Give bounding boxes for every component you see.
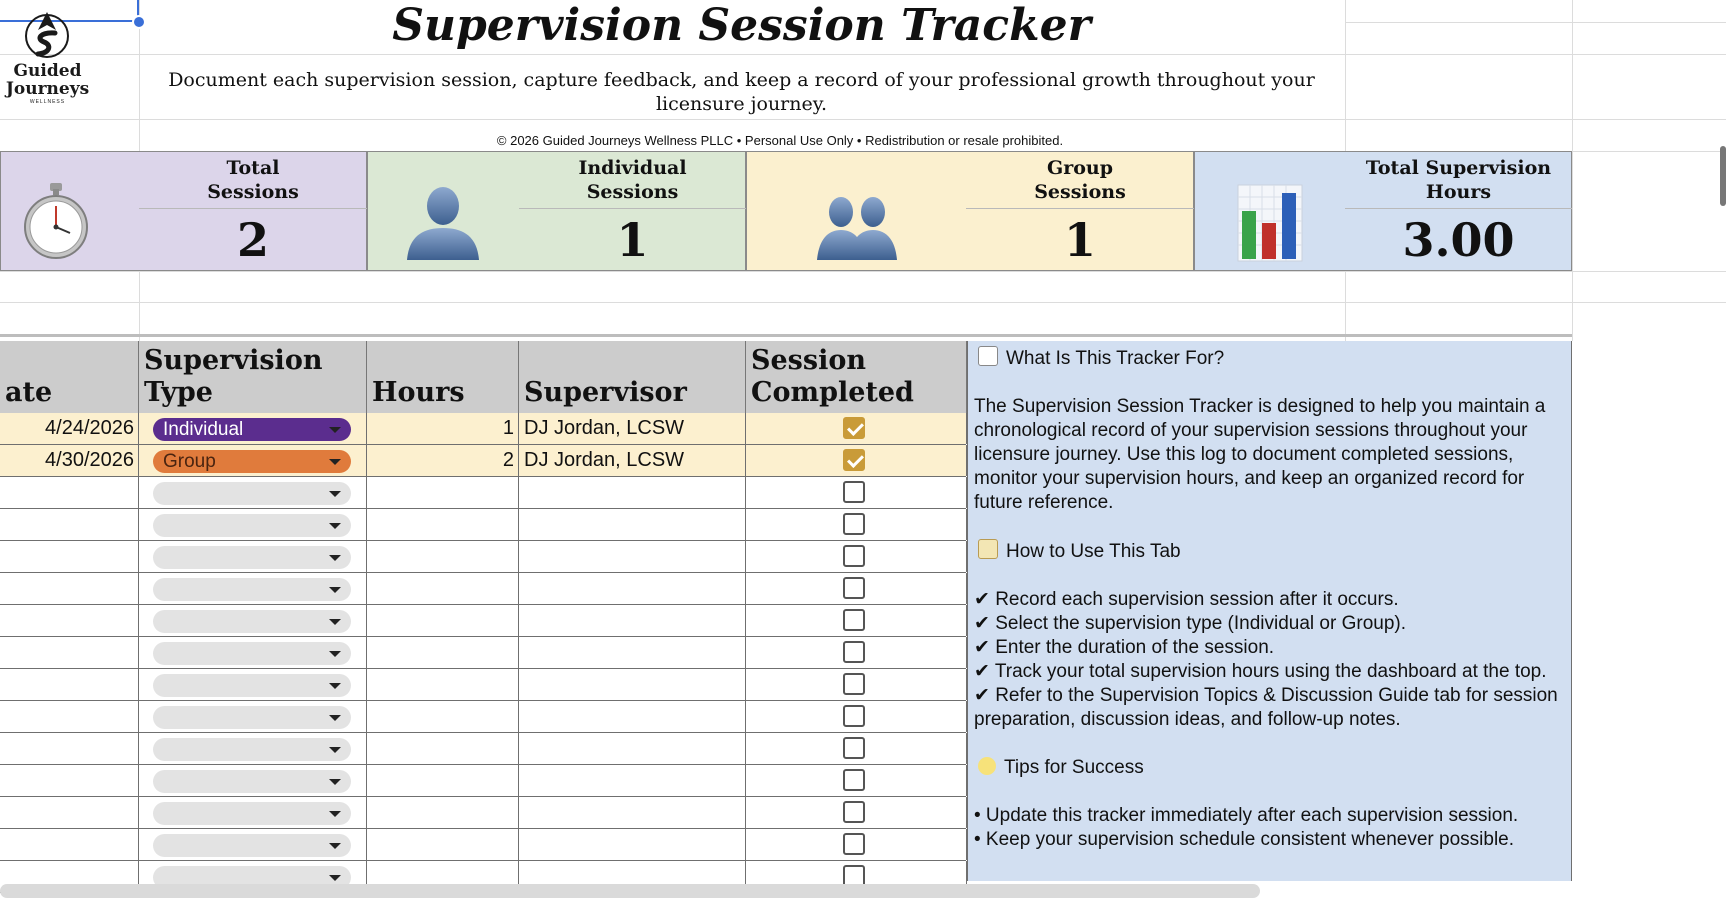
completed-cell[interactable] bbox=[746, 669, 967, 700]
dropdown-arrow-icon bbox=[329, 587, 341, 593]
guide-how-item: ✔ Enter the duration of the session. bbox=[974, 637, 1275, 658]
dropdown-arrow-icon bbox=[329, 651, 341, 657]
person-icon bbox=[401, 182, 485, 262]
vertical-scrollbar[interactable] bbox=[1720, 146, 1726, 206]
guide-how-title: How to Use This Tab bbox=[1006, 541, 1181, 562]
table-row bbox=[0, 509, 966, 541]
completed-cell[interactable] bbox=[746, 573, 967, 604]
table-row bbox=[0, 541, 966, 573]
completed-cell[interactable] bbox=[746, 445, 967, 476]
guide-how-list bbox=[974, 588, 1565, 732]
supervisor-cell[interactable] bbox=[519, 637, 746, 668]
supervisor-cell[interactable] bbox=[519, 733, 746, 764]
dropdown-arrow-icon bbox=[329, 555, 341, 561]
table-row bbox=[0, 669, 966, 701]
supervisor-cell[interactable]: DJ Jordan, LCSW bbox=[519, 445, 746, 476]
type-label: Group bbox=[163, 451, 216, 472]
date-cell[interactable] bbox=[0, 477, 139, 508]
date-cell[interactable] bbox=[0, 701, 139, 732]
column-header-type[interactable]: Supervision Type bbox=[139, 341, 367, 413]
horizontal-scrollbar[interactable] bbox=[0, 884, 1260, 898]
memo-icon bbox=[978, 539, 998, 559]
type-dropdown[interactable] bbox=[153, 482, 351, 505]
supervisor-cell[interactable] bbox=[519, 765, 746, 796]
column-header-date[interactable]: ate bbox=[0, 341, 139, 413]
guide-what-body: The Supervision Session Tracker is designed to help you maintain a chronological record of your supervision sessions throughout your licensure journey. Use this log to document completed sessions, monitor your supervision hours, and keep an organized record for future reference. bbox=[974, 396, 1546, 513]
completed-checkbox[interactable] bbox=[843, 833, 865, 855]
guide-tip-item: • Keep your supervision schedule consistent whenever possible. bbox=[974, 829, 1515, 850]
guide-panel bbox=[967, 341, 1572, 881]
supervisor-cell[interactable] bbox=[519, 829, 746, 860]
completed-cell[interactable] bbox=[746, 509, 967, 540]
grid-line bbox=[0, 302, 1726, 303]
hours-cell[interactable] bbox=[367, 765, 519, 796]
date-cell[interactable] bbox=[0, 509, 139, 540]
brand-name: Guided bbox=[13, 61, 82, 81]
stat-value-total-hours: 3.00 bbox=[1345, 208, 1572, 271]
guide-tips-list bbox=[974, 804, 1565, 852]
type-cell[interactable] bbox=[139, 477, 367, 508]
guide-tips-title: Tips for Success bbox=[1004, 757, 1144, 778]
stat-value-group-sessions: 1 bbox=[966, 208, 1194, 271]
type-label: Individual bbox=[163, 419, 244, 440]
brand-tagline: WELLNESS bbox=[29, 99, 66, 105]
supervisor-cell[interactable] bbox=[519, 541, 746, 572]
table-row bbox=[0, 573, 966, 605]
completed-cell[interactable] bbox=[746, 605, 967, 636]
table-row bbox=[0, 733, 966, 765]
grid-line bbox=[1345, 22, 1726, 23]
supervisor-cell[interactable] bbox=[519, 605, 746, 636]
table-row bbox=[0, 637, 966, 669]
grid-line bbox=[0, 271, 1726, 272]
guide-how-item: ✔ Select the supervision type (Individual or Group). bbox=[974, 613, 1407, 634]
hours-cell[interactable]: 2 bbox=[367, 445, 519, 476]
type-cell[interactable] bbox=[139, 605, 367, 636]
completed-cell[interactable] bbox=[746, 637, 967, 668]
completed-checkbox[interactable] bbox=[843, 449, 865, 471]
supervisor-cell[interactable] bbox=[519, 477, 746, 508]
completed-cell[interactable] bbox=[746, 701, 967, 732]
type-dropdown[interactable] bbox=[153, 578, 351, 601]
type-dropdown[interactable] bbox=[153, 674, 351, 697]
stopwatch-icon bbox=[20, 181, 92, 261]
date-cell[interactable] bbox=[0, 765, 139, 796]
type-dropdown[interactable] bbox=[153, 450, 351, 473]
stat-value-total-sessions: 2 bbox=[139, 208, 367, 271]
supervisor-cell[interactable] bbox=[519, 797, 746, 828]
hours-cell[interactable]: 1 bbox=[367, 413, 519, 444]
dropdown-arrow-icon bbox=[329, 491, 341, 497]
grid-line bbox=[0, 54, 1726, 55]
hours-cell[interactable] bbox=[367, 573, 519, 604]
hours-cell[interactable] bbox=[367, 733, 519, 764]
dropdown-arrow-icon bbox=[329, 619, 341, 625]
type-cell[interactable] bbox=[139, 541, 367, 572]
light-bulb-icon bbox=[978, 757, 996, 775]
hours-cell[interactable] bbox=[367, 797, 519, 828]
supervisor-cell[interactable]: DJ Jordan, LCSW bbox=[519, 413, 746, 444]
completed-checkbox[interactable] bbox=[843, 641, 865, 663]
supervisor-cell[interactable] bbox=[519, 669, 746, 700]
completed-checkbox[interactable] bbox=[843, 769, 865, 791]
hours-cell[interactable] bbox=[367, 829, 519, 860]
stat-label: Total Sessions bbox=[207, 157, 299, 203]
clipboard-icon bbox=[978, 346, 998, 366]
type-cell[interactable] bbox=[139, 413, 367, 444]
type-cell[interactable] bbox=[139, 637, 367, 668]
type-dropdown[interactable] bbox=[153, 610, 351, 633]
guide-how-item: ✔ Refer to the Supervision Topics & Discussion Guide tab for session preparation, discussion ideas, and follow-up notes. bbox=[974, 685, 1558, 730]
table-row bbox=[0, 829, 966, 861]
supervisor-cell[interactable] bbox=[519, 701, 746, 732]
dropdown-arrow-icon bbox=[329, 779, 341, 785]
date-cell[interactable] bbox=[0, 829, 139, 860]
type-dropdown[interactable] bbox=[153, 770, 351, 793]
type-cell[interactable] bbox=[139, 509, 367, 540]
date-cell[interactable]: 4/24/2026 bbox=[0, 413, 139, 444]
guide-what-title: What Is This Tracker For? bbox=[1006, 348, 1225, 369]
completed-cell[interactable] bbox=[746, 765, 967, 796]
type-cell[interactable] bbox=[139, 445, 367, 476]
type-dropdown[interactable] bbox=[153, 834, 351, 857]
page-title: Supervision Session Tracker bbox=[392, 0, 1091, 51]
dropdown-arrow-icon bbox=[329, 459, 341, 465]
supervisor-cell[interactable] bbox=[519, 509, 746, 540]
type-cell[interactable] bbox=[139, 701, 367, 732]
dropdown-arrow-icon bbox=[329, 875, 341, 881]
column-header-hours[interactable]: Hours bbox=[367, 341, 519, 413]
table-row bbox=[0, 765, 966, 797]
date-cell[interactable] bbox=[0, 541, 139, 572]
hours-cell[interactable] bbox=[367, 669, 519, 700]
completed-checkbox[interactable] bbox=[843, 513, 865, 535]
hours-cell[interactable] bbox=[367, 477, 519, 508]
supervisor-cell[interactable] bbox=[519, 573, 746, 604]
type-cell[interactable] bbox=[139, 765, 367, 796]
type-dropdown[interactable] bbox=[153, 738, 351, 761]
brand-logo bbox=[0, 6, 95, 110]
grid-line bbox=[1572, 0, 1573, 341]
dropdown-arrow-icon bbox=[329, 427, 341, 433]
guide-how-item: ✔ Track your total supervision hours using the dashboard at the top. bbox=[974, 661, 1547, 682]
table-row bbox=[0, 445, 966, 477]
date-cell[interactable] bbox=[0, 573, 139, 604]
brand-name: Journeys bbox=[5, 79, 90, 99]
hours-cell[interactable] bbox=[367, 541, 519, 572]
dropdown-arrow-icon bbox=[329, 715, 341, 721]
table-row bbox=[0, 413, 966, 445]
table-row bbox=[0, 477, 966, 509]
completed-checkbox[interactable] bbox=[843, 481, 865, 503]
table-row bbox=[0, 701, 966, 733]
completed-cell[interactable] bbox=[746, 829, 967, 860]
guide-tip-item: • Update this tracker immediately after each supervision session. bbox=[974, 805, 1519, 826]
hours-cell[interactable] bbox=[367, 637, 519, 668]
dropdown-arrow-icon bbox=[329, 523, 341, 529]
dropdown-arrow-icon bbox=[329, 747, 341, 753]
completed-checkbox[interactable] bbox=[843, 673, 865, 695]
stat-label: Total Supervision Hours bbox=[1365, 157, 1552, 203]
type-cell[interactable] bbox=[139, 733, 367, 764]
date-cell[interactable] bbox=[0, 669, 139, 700]
table-row bbox=[0, 605, 966, 637]
stat-label: Group Sessions bbox=[1034, 157, 1126, 203]
date-cell[interactable]: 4/30/2026 bbox=[0, 445, 139, 476]
guide-how-item: ✔ Record each supervision session after it occurs. bbox=[974, 589, 1399, 610]
type-dropdown[interactable] bbox=[153, 642, 351, 665]
dropdown-arrow-icon bbox=[329, 811, 341, 817]
completed-cell[interactable] bbox=[746, 733, 967, 764]
hours-cell[interactable] bbox=[367, 509, 519, 540]
date-cell[interactable] bbox=[0, 797, 139, 828]
type-cell[interactable] bbox=[139, 573, 367, 604]
dropdown-arrow-icon bbox=[329, 843, 341, 849]
column-header-supervisor[interactable]: Supervisor bbox=[519, 341, 746, 413]
hours-cell[interactable] bbox=[367, 701, 519, 732]
completed-checkbox[interactable] bbox=[843, 609, 865, 631]
completed-checkbox[interactable] bbox=[843, 577, 865, 599]
type-dropdown[interactable] bbox=[153, 706, 351, 729]
completed-checkbox[interactable] bbox=[843, 417, 865, 439]
copyright-notice: © 2026 Guided Journeys Wellness PLLC • Personal Use Only • Redistribution or resale prohibited. bbox=[496, 133, 1064, 148]
completed-cell[interactable] bbox=[746, 541, 967, 572]
completed-cell[interactable] bbox=[746, 797, 967, 828]
type-dropdown[interactable] bbox=[153, 802, 351, 825]
logo-mark-icon bbox=[0, 6, 95, 61]
completed-checkbox[interactable] bbox=[843, 545, 865, 567]
type-cell[interactable] bbox=[139, 669, 367, 700]
completed-checkbox[interactable] bbox=[843, 737, 865, 759]
type-cell[interactable] bbox=[139, 797, 367, 828]
date-cell[interactable] bbox=[0, 733, 139, 764]
type-dropdown[interactable] bbox=[153, 418, 351, 441]
stat-label: Individual Sessions bbox=[578, 157, 687, 203]
frozen-divider bbox=[0, 334, 1572, 337]
page-subtitle: Document each supervision session, capture feedback, and keep a record of your professional growth throughout your licensure journey. bbox=[168, 69, 1315, 115]
completed-cell[interactable] bbox=[746, 413, 967, 444]
hours-cell[interactable] bbox=[367, 605, 519, 636]
type-cell[interactable] bbox=[139, 829, 367, 860]
type-dropdown[interactable] bbox=[153, 514, 351, 537]
completed-checkbox[interactable] bbox=[843, 705, 865, 727]
stat-value-individual-sessions: 1 bbox=[519, 208, 746, 271]
grid-line bbox=[0, 119, 1726, 120]
completed-cell[interactable] bbox=[746, 477, 967, 508]
bar-chart-icon bbox=[1236, 183, 1304, 263]
column-header-completed[interactable]: Session Completed bbox=[746, 341, 967, 413]
date-cell[interactable] bbox=[0, 605, 139, 636]
type-dropdown[interactable] bbox=[153, 546, 351, 569]
date-cell[interactable] bbox=[0, 637, 139, 668]
table-row bbox=[0, 797, 966, 829]
dropdown-arrow-icon bbox=[329, 683, 341, 689]
group-icon bbox=[817, 192, 897, 262]
completed-checkbox[interactable] bbox=[843, 801, 865, 823]
